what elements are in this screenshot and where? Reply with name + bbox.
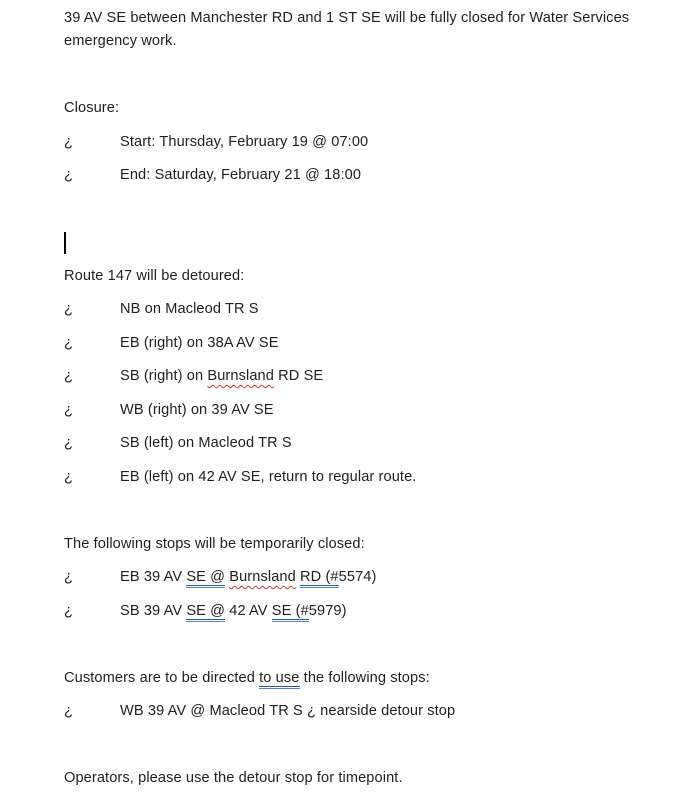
bullet-text: WB (right) on 39 AV SE (120, 401, 274, 418)
bullet-text-post: RD SE (274, 368, 324, 384)
bullet-text (120, 566, 649, 589)
empty-paragraph (64, 633, 649, 656)
bullet-text: EB (right) on 38A AV SE (120, 334, 279, 351)
bullet-text: WB 39 AV @ Macleod TR S ¿ nearside detour stop (120, 703, 456, 719)
detour-bullet-6 (64, 466, 649, 489)
closure-bullet-start (64, 131, 649, 154)
stop-text: SB 39 AV (120, 602, 187, 619)
bullet-text (120, 365, 649, 388)
grammar-flagged-text: SE @ (186, 603, 225, 622)
detour-heading: Route 147 will be detoured: (64, 267, 245, 284)
bullet-text-pre: SB (right) on (120, 368, 208, 384)
bullet-text: EB (left) on 42 AV SE, return to regular route. (120, 468, 417, 485)
stops-closed-bullet-1 (64, 566, 649, 589)
detour-bullet-4 (64, 399, 649, 422)
customers-bullet-1 (64, 700, 649, 723)
bullet-text: SB (left) on Macleod TR S (120, 435, 292, 451)
intro-line-2: emergency work. (64, 33, 177, 49)
intro-line-1: 39 AV SE between Manchester RD and 1 ST SE will be fully closed for Water Services (64, 10, 630, 26)
bullet-text: End: Saturday, February 21 @ 18:00 (120, 167, 362, 183)
misspelled-word: Burnsland (207, 368, 274, 384)
stops-closed-bullet-2 (64, 600, 649, 623)
detour-bullet-5 (64, 432, 649, 455)
customers-text-post: the following stops: (299, 669, 430, 686)
closure-heading: Closure: (64, 100, 120, 116)
bullet-marker: ¿ (64, 602, 74, 619)
closure-bullet-end (64, 164, 649, 187)
detour-bullet-3 (64, 365, 649, 388)
customers-paragraph (64, 667, 649, 690)
bullet-marker: ¿ (64, 569, 74, 585)
bullet-marker: ¿ (64, 401, 74, 418)
bullet-marker: ¿ (64, 468, 74, 485)
bullet-marker: ¿ (64, 368, 74, 384)
grammar-flagged-text: RD (# (300, 569, 339, 588)
bullet-text (120, 600, 649, 623)
bullet-text: Start: Thursday, February 19 @ 07:00 (120, 133, 369, 150)
operators-paragraph: Operators, please use the detour stop for timepoint. (64, 770, 403, 786)
bullet-marker: ¿ (64, 703, 74, 719)
bullet-text: NB on Macleod TR S (120, 301, 259, 317)
bullet-marker: ¿ (64, 301, 74, 317)
bullet-marker: ¿ (64, 133, 74, 150)
text-caret (64, 232, 66, 254)
empty-paragraph (64, 198, 649, 221)
detour-bullet-2 (64, 332, 649, 355)
stop-text: EB 39 AV (120, 569, 187, 585)
intro-paragraph (64, 7, 649, 53)
caret-paragraph (64, 231, 649, 254)
bullet-marker: ¿ (64, 167, 74, 183)
grammar-flagged-text: SE (# (272, 603, 309, 622)
detour-bullet-1 (64, 298, 649, 321)
misspelled-word: Burnsland (229, 569, 296, 585)
grammar-flagged-text: to use (259, 670, 299, 689)
empty-paragraph (64, 734, 649, 757)
stop-text: 5979) (308, 602, 347, 619)
bullet-marker: ¿ (64, 334, 74, 351)
stops-closed-heading: The following stops will be temporarily closed: (64, 535, 365, 552)
empty-paragraph (64, 64, 649, 87)
grammar-flagged-text: SE @ (186, 569, 225, 588)
stop-text: 5574) (338, 569, 377, 585)
stop-text: 42 AV (225, 602, 272, 619)
empty-paragraph (64, 499, 649, 522)
customers-text-pre: Customers are to be directed (64, 669, 260, 686)
bullet-marker: ¿ (64, 435, 74, 451)
